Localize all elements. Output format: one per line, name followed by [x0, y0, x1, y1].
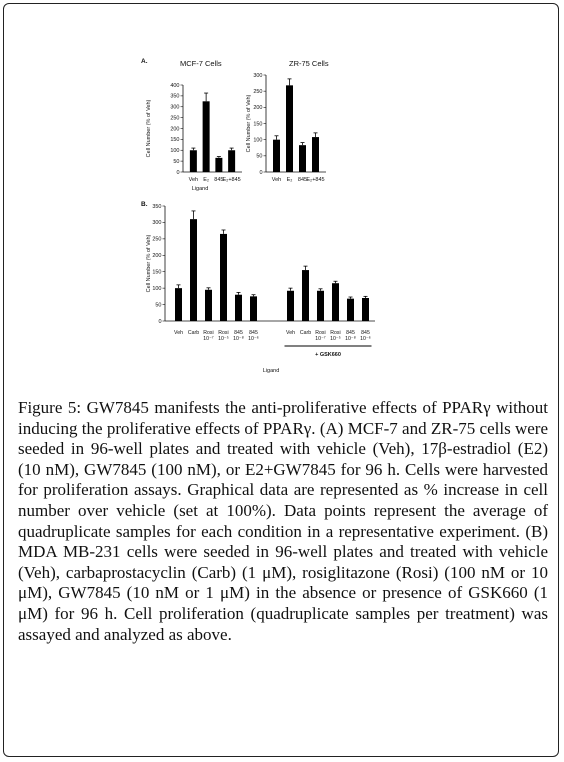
caption-text: GW7845 manifests the anti-proliferative effects of PPARγ without inducing the proliferative effects of PPARγ. (A) MCF-7 and ZR-75 cells were seeded in 96-well plates and treated with vehicle (Veh), 17β-estradiol (E2) (10 nM), GW7845 (100 nM), or E2+GW7845 for 96 h. Cells were harvested for proliferation assays. Graphical data are represented as % increase in cell number over vehicle (set at 100%). Data points represent the average of quadruplicate samples for each condition in a representative experiment. (B) MDA MB-231 cells were seeded in 96-well plates and treated with vehicle (Veh), carbaprostacyclin (Carb) (1 μM), rosiglitazone (Rosi) (100 nM or 10 μM), GW7845 (10 nM or 1 μM) in the absence or presence of GSK660 (1 μM) for 96 h. Cell proliferation (quadruplicate samples per treatment) was assayed and analyzed as above.: [18, 398, 549, 644]
x-tick-label-line: Veh: [188, 177, 199, 183]
x-tick-label: [300, 330, 311, 336]
y-tick-label: 200: [170, 126, 180, 133]
x-tick-label: [203, 330, 214, 342]
y-tick-label: 150: [170, 137, 180, 144]
panel-label: B.: [141, 201, 148, 208]
x-tick-label-line: Rosi: [203, 330, 214, 336]
x-tick-label-line: 10⁻⁷: [315, 336, 326, 343]
y-axis-label: Cell Number (% of Veh): [246, 94, 252, 153]
x-tick-label: [306, 177, 324, 183]
x-tick-label: [203, 177, 209, 183]
x-axis-label: Ligand: [191, 186, 209, 192]
x-tick-label: [174, 330, 183, 336]
y-tick-label: 100: [253, 137, 263, 144]
bar: [287, 291, 294, 321]
x-tick-label-line: 845: [249, 330, 258, 336]
y-tick-label: 50: [173, 158, 180, 165]
bar: [286, 85, 293, 172]
x-tick-label-line: 845: [214, 177, 224, 183]
y-tick-label: 350: [170, 93, 180, 100]
x-tick-label-line: Veh: [174, 330, 183, 336]
x-tick-label-line: 845: [361, 330, 370, 336]
y-tick-label: 400: [170, 82, 180, 89]
y-tick-label: 350: [152, 203, 162, 210]
bar: [332, 283, 339, 321]
y-tick-label: 250: [253, 88, 263, 95]
panel-label: A.: [141, 58, 148, 65]
bar: [235, 295, 242, 321]
x-tick-label: [218, 330, 229, 342]
y-tick-label: 150: [253, 121, 263, 128]
x-tick-label-line: 845: [346, 330, 355, 336]
x-tick-label-line: Carb: [299, 330, 312, 336]
x-tick-label-line: E₂: [286, 177, 293, 183]
x-tick-label-line: E₂+845: [222, 177, 241, 183]
x-tick-label-line: 10⁻⁵: [330, 336, 341, 343]
figure-caption: [18, 398, 548, 645]
x-tick-label-line: Carb: [187, 330, 200, 336]
bar: [299, 145, 306, 172]
x-tick-label: [286, 330, 295, 336]
x-tick-label-line: Rosi: [315, 330, 326, 336]
bar: [250, 296, 257, 321]
y-tick-label: 250: [152, 236, 162, 243]
x-tick-label: [189, 177, 198, 183]
x-tick-label: [188, 330, 199, 336]
y-tick-label: 200: [253, 105, 263, 112]
bar: [347, 299, 354, 321]
x-tick-label: [287, 177, 293, 183]
y-tick-label: 250: [170, 115, 180, 122]
y-tick-label: 300: [152, 220, 162, 227]
x-tick-label-line: Rosi: [218, 330, 229, 336]
y-tick-label: 50: [155, 302, 162, 309]
y-tick-label: 0: [259, 169, 263, 176]
y-axis-label: Cell Number (% of Veh): [146, 99, 152, 158]
bar: [317, 291, 324, 321]
x-axis-label: Ligand: [262, 368, 280, 374]
chart-title: MCF-7 Cells: [180, 59, 222, 68]
bar: [220, 234, 227, 321]
x-tick-label: [330, 330, 341, 342]
bar: [203, 101, 210, 172]
y-tick-label: 0: [176, 169, 180, 176]
y-tick-label: 300: [253, 72, 263, 79]
bar: [205, 290, 212, 321]
bar: [312, 137, 319, 172]
y-tick-label: 0: [158, 318, 162, 325]
group-label: + GSK660: [315, 352, 341, 358]
bar: [362, 298, 369, 321]
x-tick-label-line: E₂+845: [306, 177, 325, 183]
y-tick-label: 300: [170, 104, 180, 111]
bar: [228, 150, 235, 172]
chart-title: ZR-75 Cells: [289, 59, 329, 68]
bar: [302, 270, 309, 321]
y-tick-label: 150: [152, 269, 162, 276]
x-tick-label-line: 10⁻⁸: [233, 336, 244, 343]
caption-label: Figure 5:: [18, 398, 82, 417]
x-tick-label-line: 845: [234, 330, 243, 336]
x-tick-label-line: Rosi: [330, 330, 341, 336]
x-tick-label: [248, 330, 259, 342]
y-tick-label: 100: [152, 285, 162, 292]
x-tick-label-line: Veh: [286, 330, 295, 336]
x-tick-label: [345, 330, 356, 342]
bar: [190, 219, 197, 321]
bar: [273, 140, 280, 172]
x-tick-label: [315, 330, 326, 342]
y-tick-label: 50: [256, 153, 263, 160]
x-tick-label: [360, 330, 371, 342]
x-tick-label-line: Veh: [271, 177, 282, 183]
x-tick-label-line: 10⁻⁶: [360, 336, 371, 343]
x-tick-label-line: E₂: [203, 177, 210, 183]
x-tick-label-line: 10⁻⁷: [203, 336, 214, 343]
bar: [215, 158, 222, 172]
bar: [175, 288, 182, 321]
y-tick-label: 100: [170, 148, 180, 155]
x-tick-label-line: 845: [297, 177, 308, 183]
bar: [190, 150, 197, 172]
y-axis-label: Cell Number (% of Veh): [146, 234, 152, 293]
x-tick-label: [223, 177, 241, 183]
x-tick-label-line: 10⁻⁶: [248, 336, 259, 343]
x-tick-label-line: 10⁻⁵: [218, 336, 229, 343]
x-tick-label: [272, 177, 281, 183]
x-tick-label-line: 10⁻⁸: [345, 336, 356, 343]
x-tick-label: [233, 330, 244, 342]
y-tick-label: 200: [152, 253, 162, 260]
